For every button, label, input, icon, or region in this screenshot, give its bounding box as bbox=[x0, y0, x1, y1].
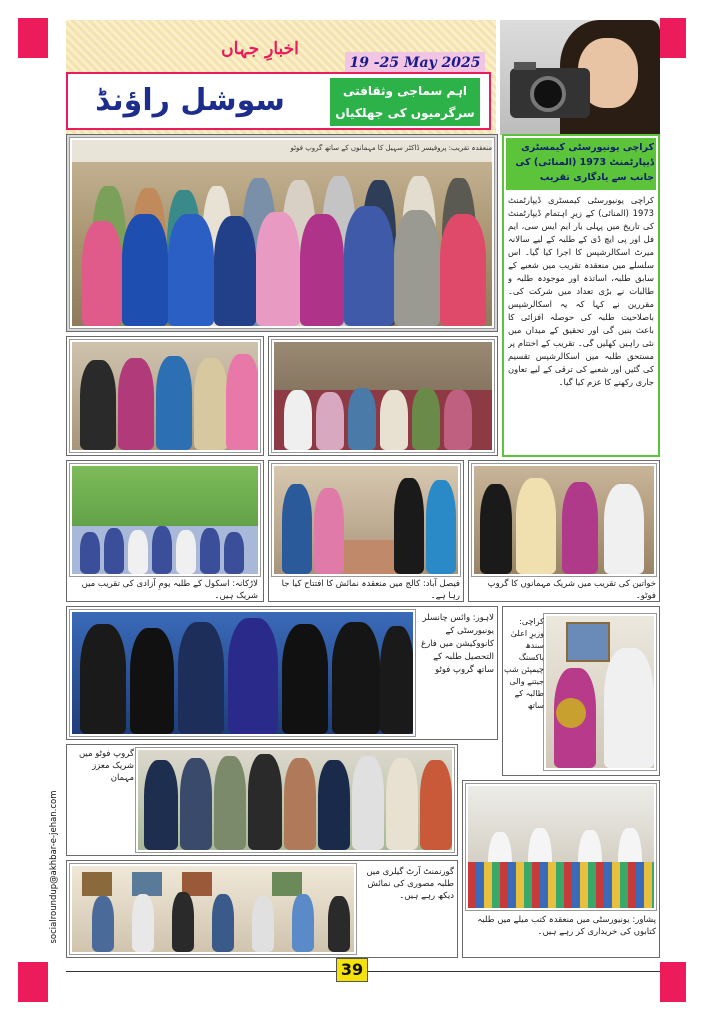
article-body: کراچی یونیورسٹی کیمسٹری ڈیپارٹمنٹ 1973 (المنائی) کے زیرِ اہتمام ڈیپارٹمنٹ کی تاریخ میں پہلی بار ایم ایس سی، ایم فل اور پی ایچ ڈی کے طلبہ کے لیے سالانہ میرٹ اسکالرشپس کا اجرا کیا گیا۔ اس سلسلے میں منعقدہ تقریب میں شعبے کے سابق طلبہ، اساتذہ اور موجودہ طلبہ و طالبات نے بڑی تعداد میں شرکت کی۔ مقررین نے کہا کہ یہ اسکالرشپس باصلاحیت طلبہ کی حوصلہ افزائی کا باعث بنیں گی اور تحقیق کے میدان میں نئی راہیں کھلیں گی۔ تقریب کے اختتام پر مستحق طلبہ میں اسکالرشپس تقسیم کی گئیں اور شعبے کی ترقی کے لیے تعاون جاری رکھنے کا عزم کیا گیا۔ bbox=[508, 195, 654, 387]
books-photo bbox=[466, 784, 656, 910]
caption-group-men: گروپ فوٹو میں شریک معزز مہمان bbox=[78, 749, 134, 783]
gallery-photo bbox=[70, 864, 356, 954]
group-men-photo bbox=[136, 748, 454, 852]
section-title: سوشل راؤنڈ bbox=[95, 83, 285, 118]
right-pink-bar bbox=[660, 18, 686, 58]
caption-minister: کراچی: وزیرِ اعلیٰ سندھ باکسنگ چیمپئن شپ جیتنے والی طالبہ کے ساتھ bbox=[504, 617, 544, 710]
masthead: اخبارِ جہاں bbox=[221, 39, 299, 59]
issue-date: 19 -25 May 2025 bbox=[345, 52, 485, 74]
school-kids-photo bbox=[70, 464, 260, 576]
caption-convocation: لاہور: وائس چانسلر یونیورسٹی کے کانووکیشن میں فارغ التحصیل طلبہ کے ساتھ گروپ فوٹو bbox=[421, 613, 494, 675]
caption-books: پشاور: یونیورسٹی میں منعقدہ کتب میلے میں طلبہ کتابوں کی خریداری کر رہے ہیں۔ bbox=[477, 915, 656, 937]
right-pink-bar-bottom bbox=[660, 962, 686, 1002]
exhibition-photo bbox=[272, 464, 460, 576]
caption-exhibition: فیصل آباد: کالج میں منعقدہ نمائش کا افتتاح کیا جا رہا ہے۔ bbox=[281, 579, 460, 600]
main-group-photo bbox=[70, 138, 494, 328]
left-pink-bar-bottom bbox=[18, 962, 48, 1002]
caption-gallery: گورنمنٹ آرٹ گیلری میں طلبہ مصوری کی نمائش دیکھ رہے ہیں۔ bbox=[366, 867, 454, 901]
caption-school-kids: لاڑکانہ: اسکول کے طلبہ یومِ آزادی کی تقریب میں شریک ہیں۔ bbox=[81, 579, 258, 600]
convocation-photo bbox=[70, 610, 415, 736]
caption-award: خواتین کی تقریب میں شریک مہمانوں کا گروپ فوٹو۔ bbox=[487, 579, 656, 600]
contact-email: socialroundup@akhbar-e-jehan.com bbox=[49, 790, 59, 944]
audience-photo bbox=[272, 340, 494, 452]
banner-text: منعقدہ تقریب: پروفیسر ڈاکٹر سہیل کا مہمانوں کے ساتھ گروپ فوٹو bbox=[290, 144, 492, 152]
women-group-photo bbox=[70, 340, 260, 452]
subtitle-line-2: سرگرمیوں کی جھلکیاں bbox=[335, 106, 475, 120]
subtitle-line-1: اہم سماجی وثقافتی bbox=[342, 84, 468, 98]
page-number: 39 bbox=[336, 958, 368, 982]
left-pink-bar bbox=[18, 18, 48, 58]
article-headline: کراچی یونیورسٹی کیمسٹری ڈیپارٹمنٹ 1973 (المنائی) کی جانب سے یادگاری تقریب bbox=[515, 142, 654, 183]
minister-photo bbox=[544, 614, 656, 770]
header-photo-camera-woman bbox=[500, 20, 660, 135]
award-photo bbox=[472, 464, 656, 576]
